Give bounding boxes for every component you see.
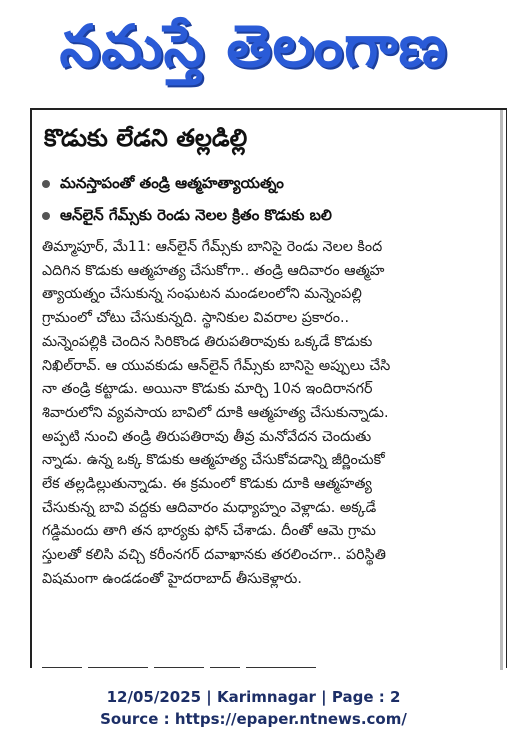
article-subhead-2	[42, 206, 332, 228]
article-body-line: తిమ్మాపూర్, మే11: ఆన్‌లైన్ గేమ్స్‌కు బానిసై రెండు నెలల కింద	[42, 239, 383, 255]
bullet-icon	[42, 212, 50, 220]
article-body-line: గడ్డిమందు తాగి తన భార్యకు ఫోన్ చేశాడు. దీంతో ఆమె గ్రామ	[42, 523, 376, 540]
article-body-line: లేక తల్లడిల్లుతున్నాడు. ఈ క్రమంలో కొడుకు దూకి ఆత్మహత్య	[42, 476, 372, 493]
next-article-cutoff	[42, 658, 342, 668]
bullet-icon	[42, 180, 50, 188]
article-body-line: శివారులోని వ్యవసాయ బావిలో దూకి ఆత్మహత్య చేసుకున్నాడు.	[42, 404, 389, 421]
article-body-line: విషమంగా ఉండడంతో హైదరాబాద్ తీసుకెళ్లారు.	[42, 570, 302, 587]
article-body-line: గ్రామంలో చోటు చేసుకున్నది. స్థానికుల వివరాల ప్రకారం..	[42, 310, 350, 327]
article-body-line: అప్పటి నుంచి తండ్రి తిరుపతిరావు తీవ్ర మనోవేదన చెందుతు	[42, 428, 372, 445]
article-body	[42, 236, 498, 592]
footer-source: Source : https://epaper.ntnews.com/	[100, 710, 407, 728]
newspaper-logo: నమస్తే తెలంగాణ	[59, 12, 448, 80]
article-body-line: చేసుకున్న బావి వద్దకు ఆదివారం మధ్యాహ్నం వెళ్లాడు. అక్కడే	[42, 499, 377, 516]
article-body-line: నిఖిల్‌రావ్. ఆ యువకుడు ఆన్‌లైన్ గేమ్స్‌కు బానిసై అప్పులు చేసి	[42, 357, 391, 374]
article-body-line: ఎదిగిన కొడుకు ఆత్మహత్య చేసుకోగా.. తండ్రి ఆదివారం ఆత్మహ	[42, 262, 385, 279]
subhead-text: మనస్తాపంతో తండ్రి ఆత్మహత్యాయత్నం	[60, 174, 284, 192]
article-body-line: మన్నెంపల్లికి చెందిన సిరికొండ తిరుపతిరావుకు ఒక్కడే కొడుకు	[42, 333, 373, 350]
article-clipping	[30, 108, 507, 668]
article-body-line: స్తులతో కలిసి వచ్చి కరీంనగర్ దవాఖానకు తరలించగా.. పరిస్థితి	[42, 547, 386, 564]
article-headline: కొడుకు లేడని తల్లడిల్లి	[44, 124, 248, 152]
article-body-line: న్నాడు. ఉన్న ఒక్క కొడుకు ఆత్మహత్య చేసుకోవడాన్ని జీర్ణించుకో	[42, 452, 385, 469]
masthead	[0, 0, 507, 92]
subhead-text: ఆన్‌లైన్ గేమ్స్‌కు రెండు నెలల క్రితం కొడుకు బలి	[60, 206, 332, 224]
article-body-line: నా తండ్రి కట్టాడు. అయినా కొడుకు మార్చి 10న ఇందిరానగర్	[42, 381, 373, 398]
article-subhead-1	[42, 174, 284, 196]
footer-date-edition: 12/05/2025 | Karimnagar | Page : 2	[106, 688, 401, 706]
article-body-line: త్యాయత్నం చేసుకున్న సంఘటన మండలంలోని మన్నెంపల్లి	[42, 286, 362, 303]
